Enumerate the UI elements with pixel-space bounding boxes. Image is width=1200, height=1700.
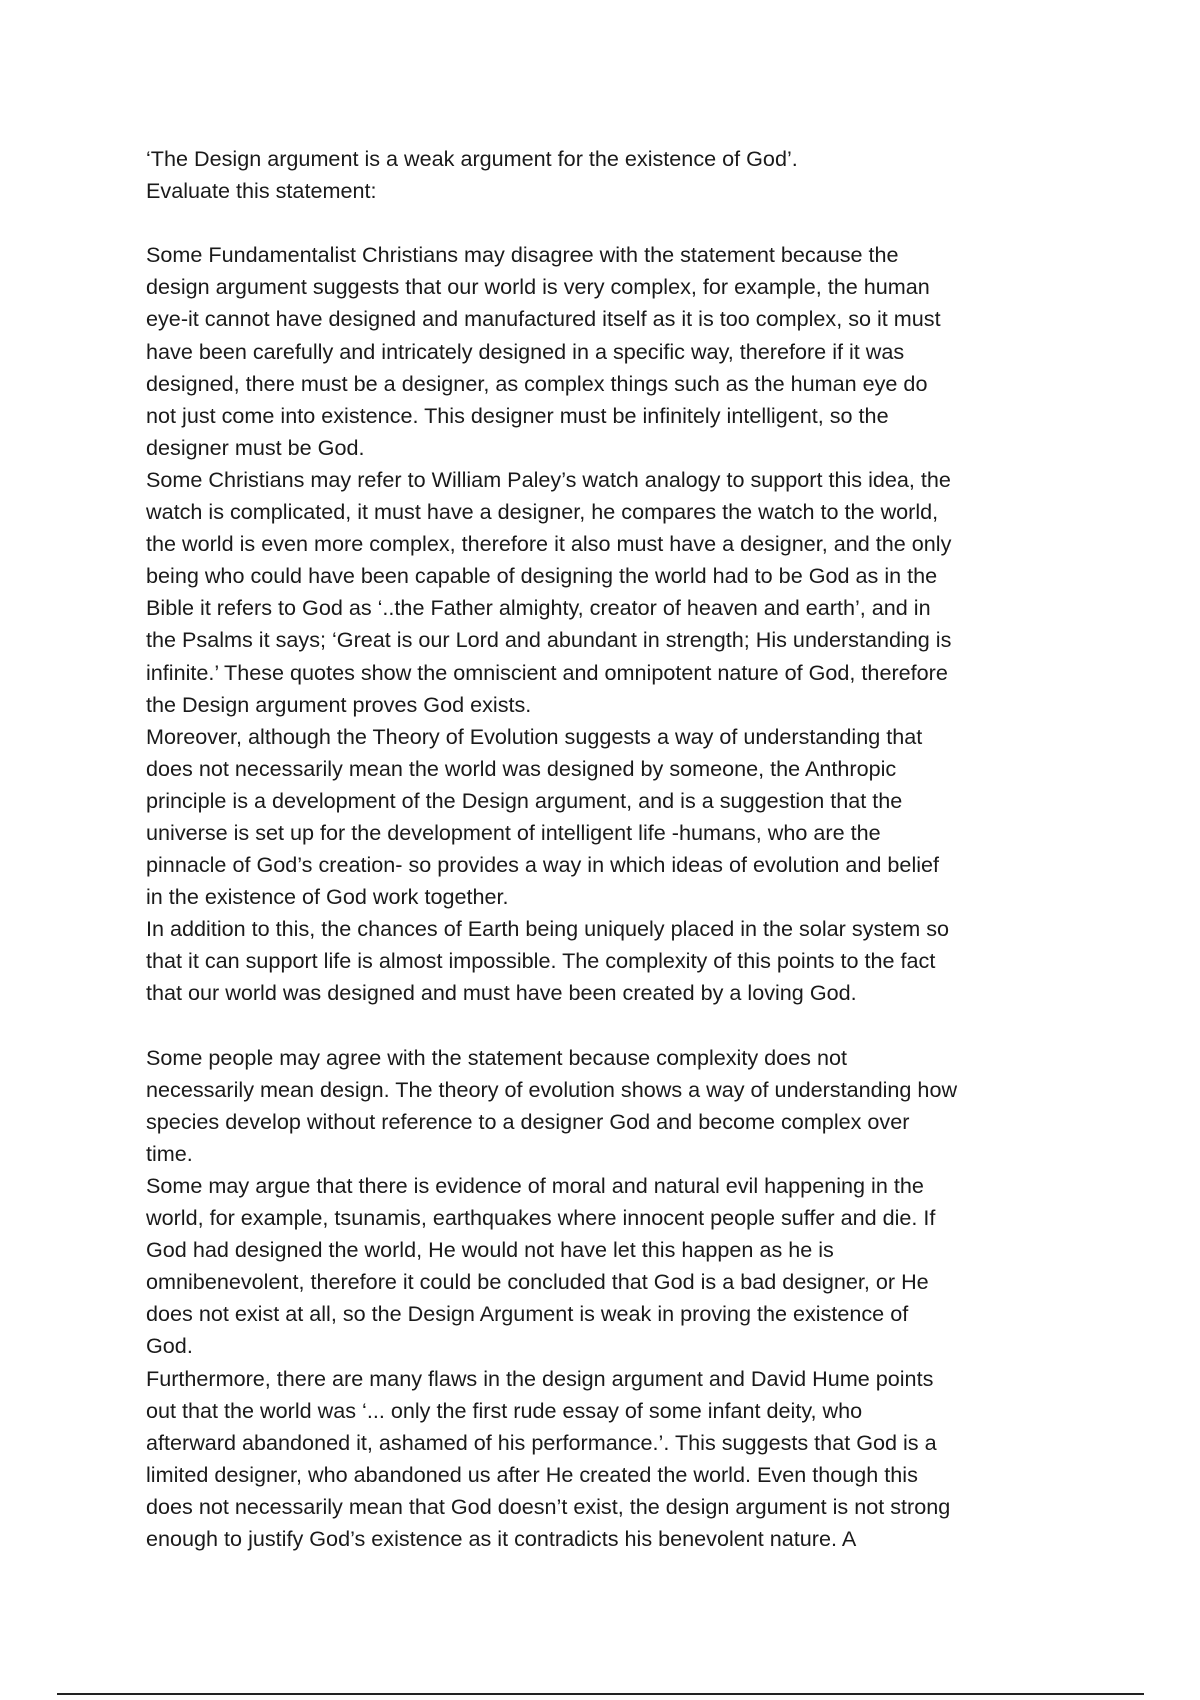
text-line: omnibenevolent, therefore it could be concluded that God is a bad designer, or He (146, 1269, 929, 1295)
essay-question: ‘The Design argument is a weak argument for the existence of God’. (146, 146, 798, 171)
text-line: universe is set up for the development of intelligent life -humans, who are the (146, 819, 881, 845)
text-line: does not necessarily mean the world was designed by someone, the Anthropic (146, 755, 897, 781)
text-line: have been carefully and intricately designed in a specific way, therefore if it was (146, 338, 905, 364)
text-line: designed, there must be a designer, as complex things such as the human eye do (146, 370, 928, 396)
text-line: In addition to this, the chances of Earth being uniquely placed in the solar system so (146, 916, 950, 942)
paragraph-disagree (146, 239, 1066, 1009)
text-line: Some Fundamentalist Christians may disagree with the statement because the (146, 242, 899, 268)
text-line: Some people may agree with the statement because complexity does not (146, 1044, 847, 1070)
text-line: eye-it cannot have designed and manufactured itself as it is too complex, so it must (146, 306, 941, 332)
text-line: species develop without reference to a designer God and become complex over (146, 1108, 910, 1134)
text-line: God had designed the world, He would not have let this happen as he is (146, 1237, 834, 1263)
text-line: afterward abandoned it, ashamed of his performance.’. This suggests that God is a (146, 1429, 937, 1455)
page-bottom-rule (57, 1693, 1144, 1695)
paragraph-spacer (146, 1010, 1066, 1042)
text-line: principle is a development of the Design argument, and is a suggestion that the (146, 787, 903, 813)
text-line: the Design argument proves God exists. (146, 691, 532, 717)
text-line: being who could have been capable of designing the world had to be God as in the (146, 563, 938, 589)
essay-instruction: Evaluate this statement: (146, 178, 377, 204)
text-line: does not exist at all, so the Design Argument is weak in proving the existence of (146, 1301, 909, 1327)
text-line: watch is complicated, it must have a designer, he compares the watch to the world, (146, 499, 939, 525)
text-line: the Psalms it says; ‘Great is our Lord and abundant in strength; His understanding is (146, 627, 952, 653)
text-line: God. (146, 1333, 193, 1359)
text-line: designer must be God. (146, 434, 365, 460)
paragraph-agree (146, 1042, 1066, 1556)
text-line: that it can support life is almost impossible. The complexity of this points to the fact (146, 948, 936, 974)
text-line: design argument suggests that our world is very complex, for example, the human (146, 274, 930, 300)
text-line: Furthermore, there are many flaws in the design argument and David Hume points (146, 1365, 934, 1391)
text-line: enough to justify God’s existence as it contradicts his benevolent nature. A (146, 1526, 857, 1552)
text-line: Moreover, although the Theory of Evolution suggests a way of understanding that (146, 723, 923, 749)
text-line: time. (146, 1140, 193, 1166)
text-line: necessarily mean design. The theory of evolution shows a way of understanding how (146, 1076, 958, 1102)
text-line: that our world was designed and must have been created by a loving God. (146, 980, 857, 1006)
text-line: world, for example, tsunamis, earthquakes where innocent people suffer and die. If (146, 1205, 936, 1231)
text-line: does not necessarily mean that God doesn’t exist, the design argument is not strong (146, 1493, 951, 1519)
text-line: infinite.’ These quotes show the omniscient and omnipotent nature of God, therefore (146, 659, 948, 685)
document-body (146, 143, 1066, 1555)
text-line: out that the world was ‘... only the first rude essay of some infant deity, who (146, 1397, 863, 1423)
text-line: the world is even more complex, therefore it also must have a designer, and the only (146, 531, 952, 557)
text-line: in the existence of God work together. (146, 884, 509, 910)
essay-heading (146, 143, 1066, 207)
text-line: Bible it refers to God as ‘..the Father almighty, creator of heaven and earth’, and in (146, 595, 931, 621)
text-line: limited designer, who abandoned us after He created the world. Even though this (146, 1461, 918, 1487)
text-line: Some may argue that there is evidence of moral and natural evil happening in the (146, 1173, 924, 1198)
text-line: not just come into existence. This designer must be infinitely intelligent, so the (146, 402, 889, 428)
text-line: pinnacle of God’s creation- so provides a way in which ideas of evolution and belief (146, 852, 940, 878)
text-line: Some Christians may refer to William Paley’s watch analogy to support this idea, the (146, 466, 951, 492)
paragraph-spacer (146, 207, 1066, 239)
